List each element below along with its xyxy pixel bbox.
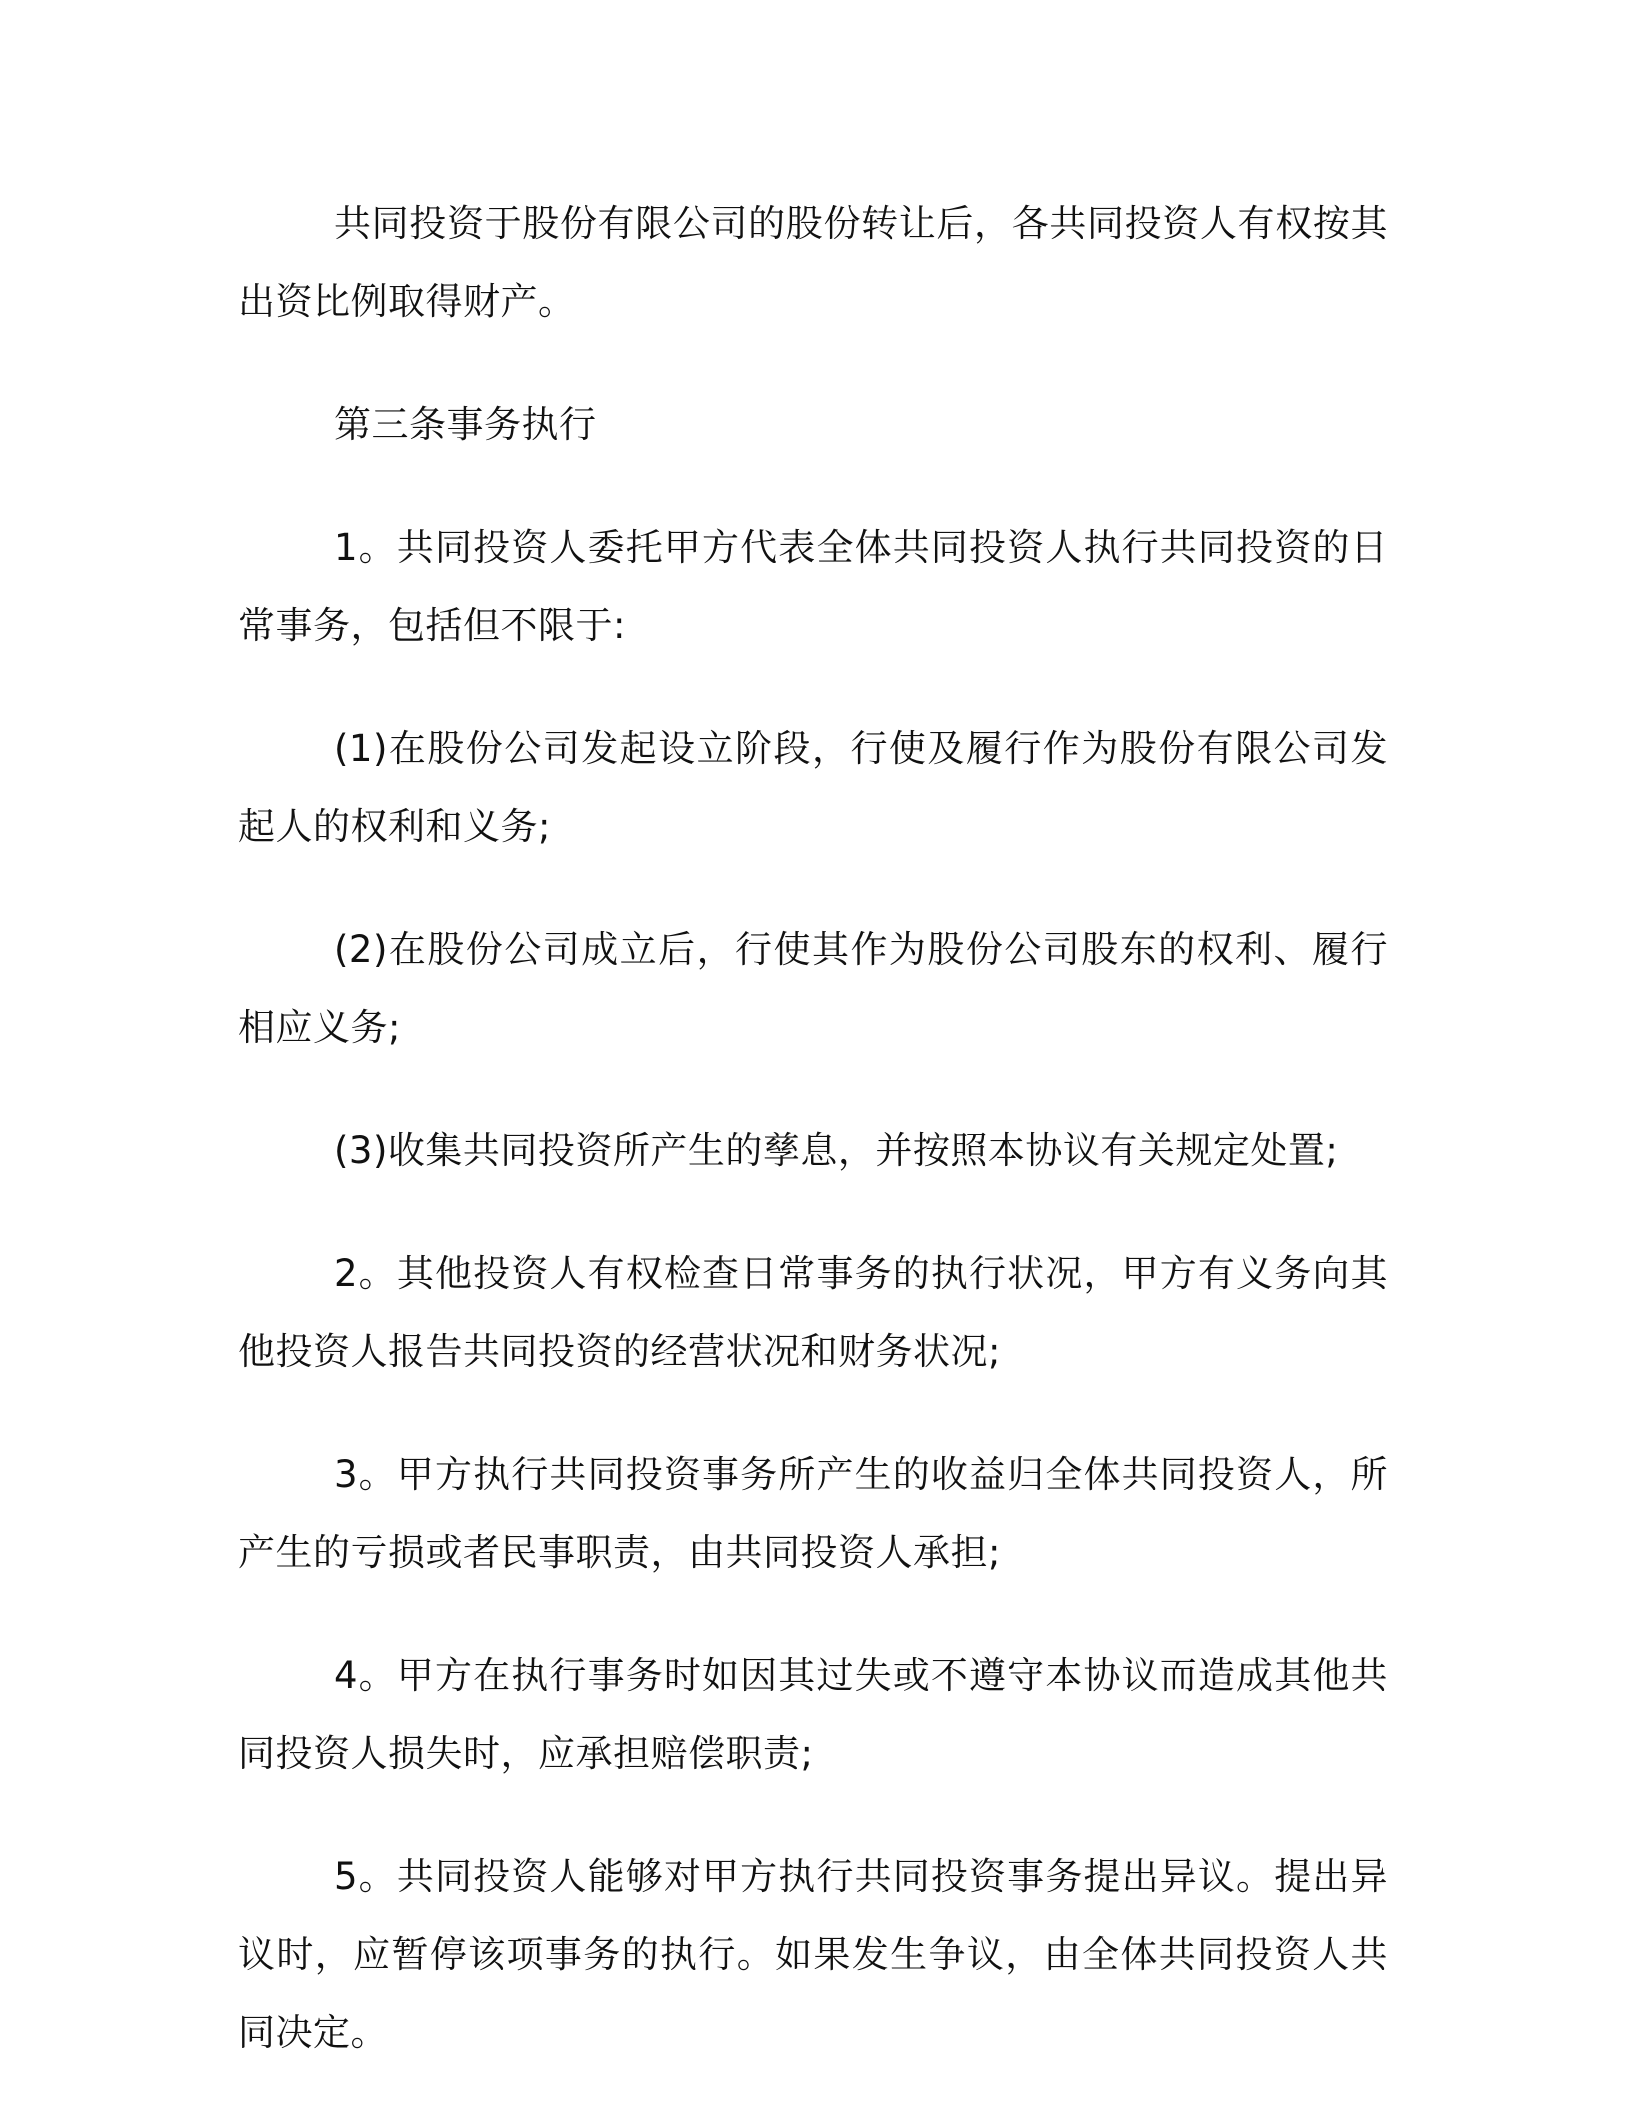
section-heading-article-three: 第三条事务执行 xyxy=(334,403,597,446)
paragraph-item-4: 4。甲方在执行事务时如因其过失或不遵守本协议而造成其他共同投资人损失时，应承担赔偿职责; xyxy=(238,1654,1388,1775)
paragraph-transfer-property: 共同投资于股份有限公司的股份转让后，各共同投资人有权按其出资比例取得财产。 xyxy=(238,202,1388,323)
document-body xyxy=(238,185,1388,2117)
paragraph-item-3: 3。甲方执行共同投资事务所产生的收益归全体共同投资人，所产生的亏损或者民事职责，由共同投资人承担; xyxy=(238,1453,1388,1574)
paragraph-item-2: 2。其他投资人有权检查日常事务的执行状况，甲方有义务向其他投资人报告共同投资的经营状况和财务状况; xyxy=(238,1252,1388,1373)
paragraph-subitem-3: (3)收集共同投资所产生的孳息，并按照本协议有关规定处置; xyxy=(334,1129,1339,1172)
paragraph-item-5: 5。共同投资人能够对甲方执行共同投资事务提出异议。提出异议时，应暂停该项事务的执行。如果发生争议，由全体共同投资人共同决定。 xyxy=(238,1855,1388,2054)
paragraph-item-1: 1。共同投资人委托甲方代表全体共同投资人执行共同投资的日常事务，包括但不限于: xyxy=(238,526,1388,647)
paragraph-subitem-1: (1)在股份公司发起设立阶段，行使及履行作为股份有限公司发起人的权利和义务; xyxy=(238,727,1388,848)
paragraph-subitem-2: (2)在股份公司成立后，行使其作为股份公司股东的权利、履行相应义务; xyxy=(238,928,1388,1049)
